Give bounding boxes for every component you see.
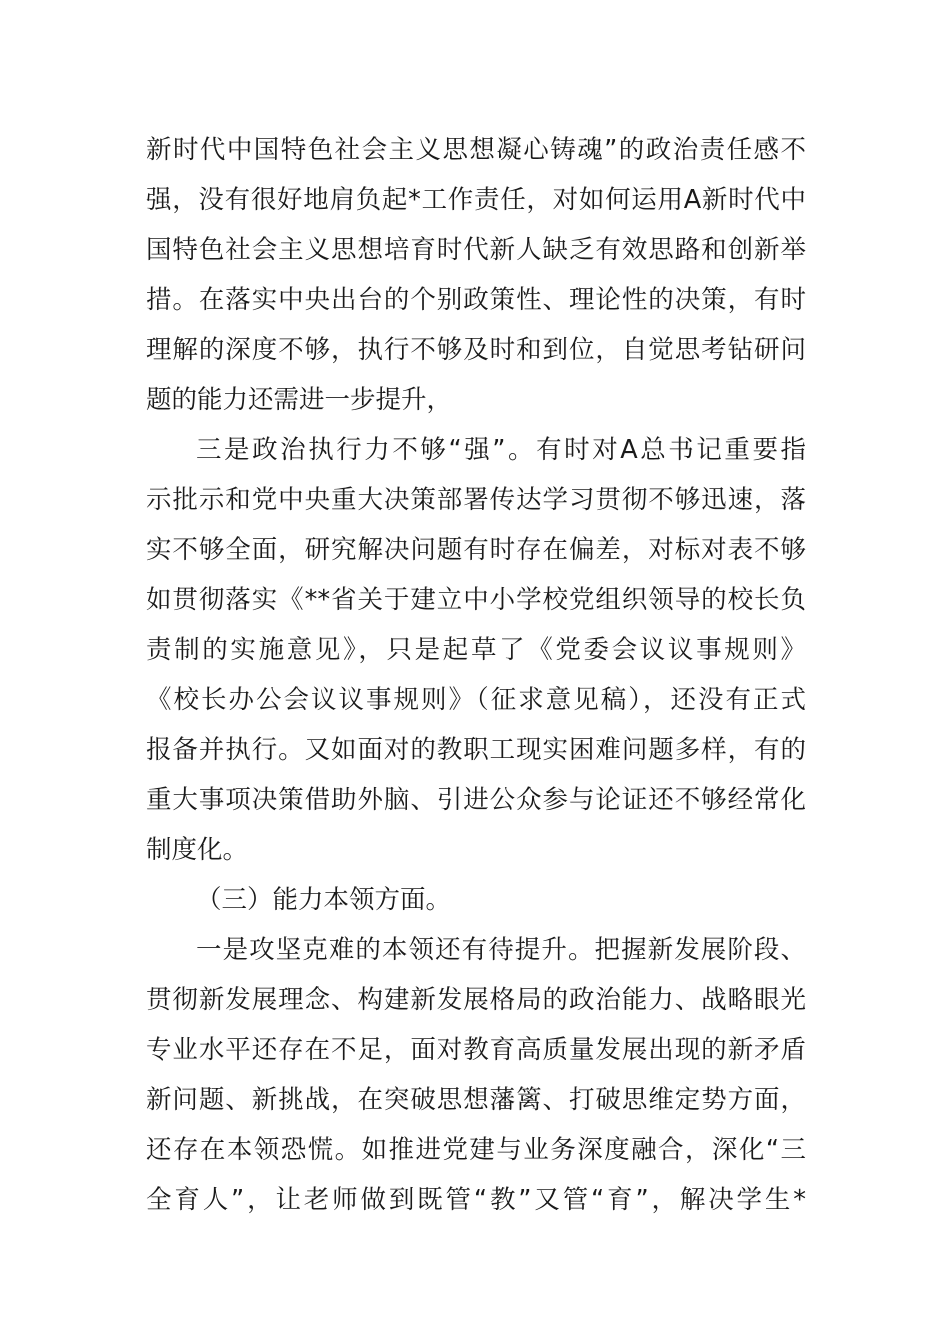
text-line: 全育人”，让老师做到既管“教”又管“育”，解决学生* bbox=[146, 1185, 806, 1215]
text-line: 贯彻新发展理念、构建新发展格局的政治能力、战略眼光 bbox=[146, 985, 806, 1015]
paragraph-start-line: 三是政治执行力不够“强”。有时对A总书记重要指 bbox=[196, 435, 806, 465]
text-line: 国特色社会主义思想培育时代新人缺乏有效思路和创新举 bbox=[146, 235, 806, 265]
text-line: 如贯彻落实《**省关于建立中小学校党组织领导的校长负 bbox=[146, 585, 806, 615]
text-line: 措。在落实中央出台的个别政策性、理论性的决策，有时 bbox=[146, 285, 806, 315]
text-line: 专业水平还存在不足，面对教育高质量发展出现的新矛盾 bbox=[146, 1035, 806, 1065]
text-line: 强，没有很好地肩负起*工作责任，对如何运用A新时代中 bbox=[146, 185, 806, 215]
text-line: 报备并执行。又如面对的教职工现实困难问题多样，有的 bbox=[146, 735, 806, 765]
text-line: 题的能力还需进一步提升， bbox=[146, 385, 453, 415]
text-line: 还存在本领恐慌。如推进党建与业务深度融合，深化“三 bbox=[146, 1135, 806, 1165]
text-line: 《校长办公会议议事规则》（征求意见稿），还没有正式 bbox=[146, 685, 806, 715]
text-line: 制度化。 bbox=[146, 835, 249, 865]
text-line: 新时代中国特色社会主义思想凝心铸魂”的政治责任感不 bbox=[146, 135, 806, 165]
text-line: 责制的实施意见》，只是起草了《党委会议议事规则》 bbox=[146, 635, 806, 665]
text-line: 实不够全面，研究解决问题有时存在偏差，对标对表不够 bbox=[146, 535, 806, 565]
paragraph-start-line: 一是攻坚克难的本领还有待提升。把握新发展阶段、 bbox=[196, 935, 806, 965]
section-heading: （三）能力本领方面。 bbox=[196, 885, 452, 915]
text-line: 示批示和党中央重大决策部署传达学习贯彻不够迅速，落 bbox=[146, 485, 806, 515]
text-line: 重大事项决策借助外脑、引进公众参与论证还不够经常化 bbox=[146, 785, 806, 815]
text-line: 新问题、新挑战，在突破思想藩篱、打破思维定势方面， bbox=[146, 1085, 806, 1115]
text-line: 理解的深度不够，执行不够及时和到位，自觉思考钻研问 bbox=[146, 335, 806, 365]
